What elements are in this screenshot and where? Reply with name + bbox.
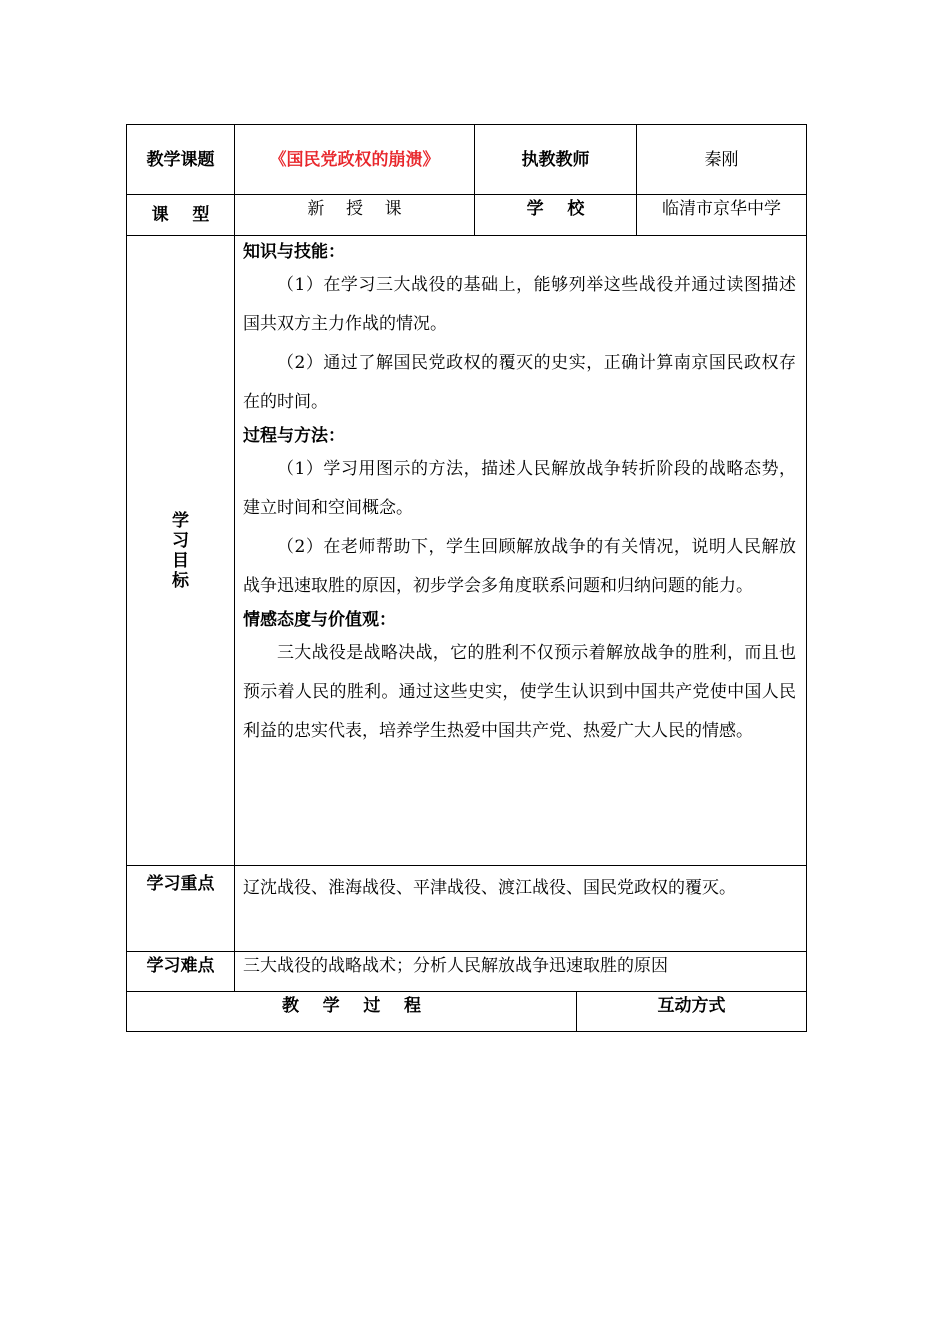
process-item-1: （1）学习用图示的方法，描述人民解放战争转折阶段的战略态势，建立时间和空间概念。 xyxy=(243,459,796,518)
key-points-value: 辽沈战役、淮海战役、平津战役、渡江战役、国民党政权的覆灭。 xyxy=(235,866,807,952)
process-header-row xyxy=(127,992,807,1032)
side-char-3: 目 xyxy=(172,550,189,571)
header-row-type xyxy=(127,195,807,236)
difficulties-value: 三大战役的战略战术；分析人民解放战争迅速取胜的原因 xyxy=(235,952,807,992)
lesson-plan-table xyxy=(126,124,807,1032)
topic-value: 《国民党政权的崩溃》 xyxy=(235,125,475,195)
process-label: 教 学 过 程 xyxy=(127,992,577,1032)
process-item-2: （2）在老师帮助下，学生回顾解放战争的有关情况，说明人民解放战争迅速取胜的原因，初步学会多角度联系问题和归纳问题的能力。 xyxy=(243,537,796,596)
emotion-item-1: 三大战役是战略决战，它的胜利不仅预示着解放战争的胜利，而且也预示着人民的胜利。通过这些史实，使学生认识到中国共产党使中国人民利益的忠实代表，培养学生热爱中国共产党、热爱广大人民的情感。 xyxy=(243,643,796,741)
side-char-4: 标 xyxy=(172,570,189,591)
key-points-row xyxy=(127,866,807,952)
emotion-heading: 情感态度与价值观： xyxy=(243,610,396,630)
difficulties-label: 学习难点 xyxy=(127,952,235,992)
header-row-topic xyxy=(127,125,807,195)
school-value: 临清市京华中学 xyxy=(637,195,807,236)
process-heading: 过程与方法： xyxy=(243,426,345,446)
side-char-2: 习 xyxy=(172,530,189,551)
type-value: 新 授 课 xyxy=(235,195,475,236)
objectives-side-label xyxy=(127,236,235,866)
knowledge-item-1: （1）在学习三大战役的基础上，能够列举这些战役并通过读图描述国共双方主力作战的情况。 xyxy=(243,275,796,334)
side-char-1: 学 xyxy=(172,510,189,531)
knowledge-item-2: （2）通过了解国民党政权的覆灭的史实，正确计算南京国民政权存在的时间。 xyxy=(243,353,796,412)
teacher-label: 执教教师 xyxy=(475,125,637,195)
teacher-value: 秦刚 xyxy=(637,125,807,195)
difficulties-row xyxy=(127,952,807,992)
objectives-content xyxy=(235,236,807,866)
knowledge-heading: 知识与技能： xyxy=(243,242,345,262)
topic-label: 教学课题 xyxy=(127,125,235,195)
key-points-label: 学习重点 xyxy=(127,866,235,952)
school-label: 学 校 xyxy=(475,195,637,236)
type-label: 课 型 xyxy=(127,195,235,236)
interaction-label: 互动方式 xyxy=(577,992,807,1032)
objectives-row xyxy=(127,236,807,866)
